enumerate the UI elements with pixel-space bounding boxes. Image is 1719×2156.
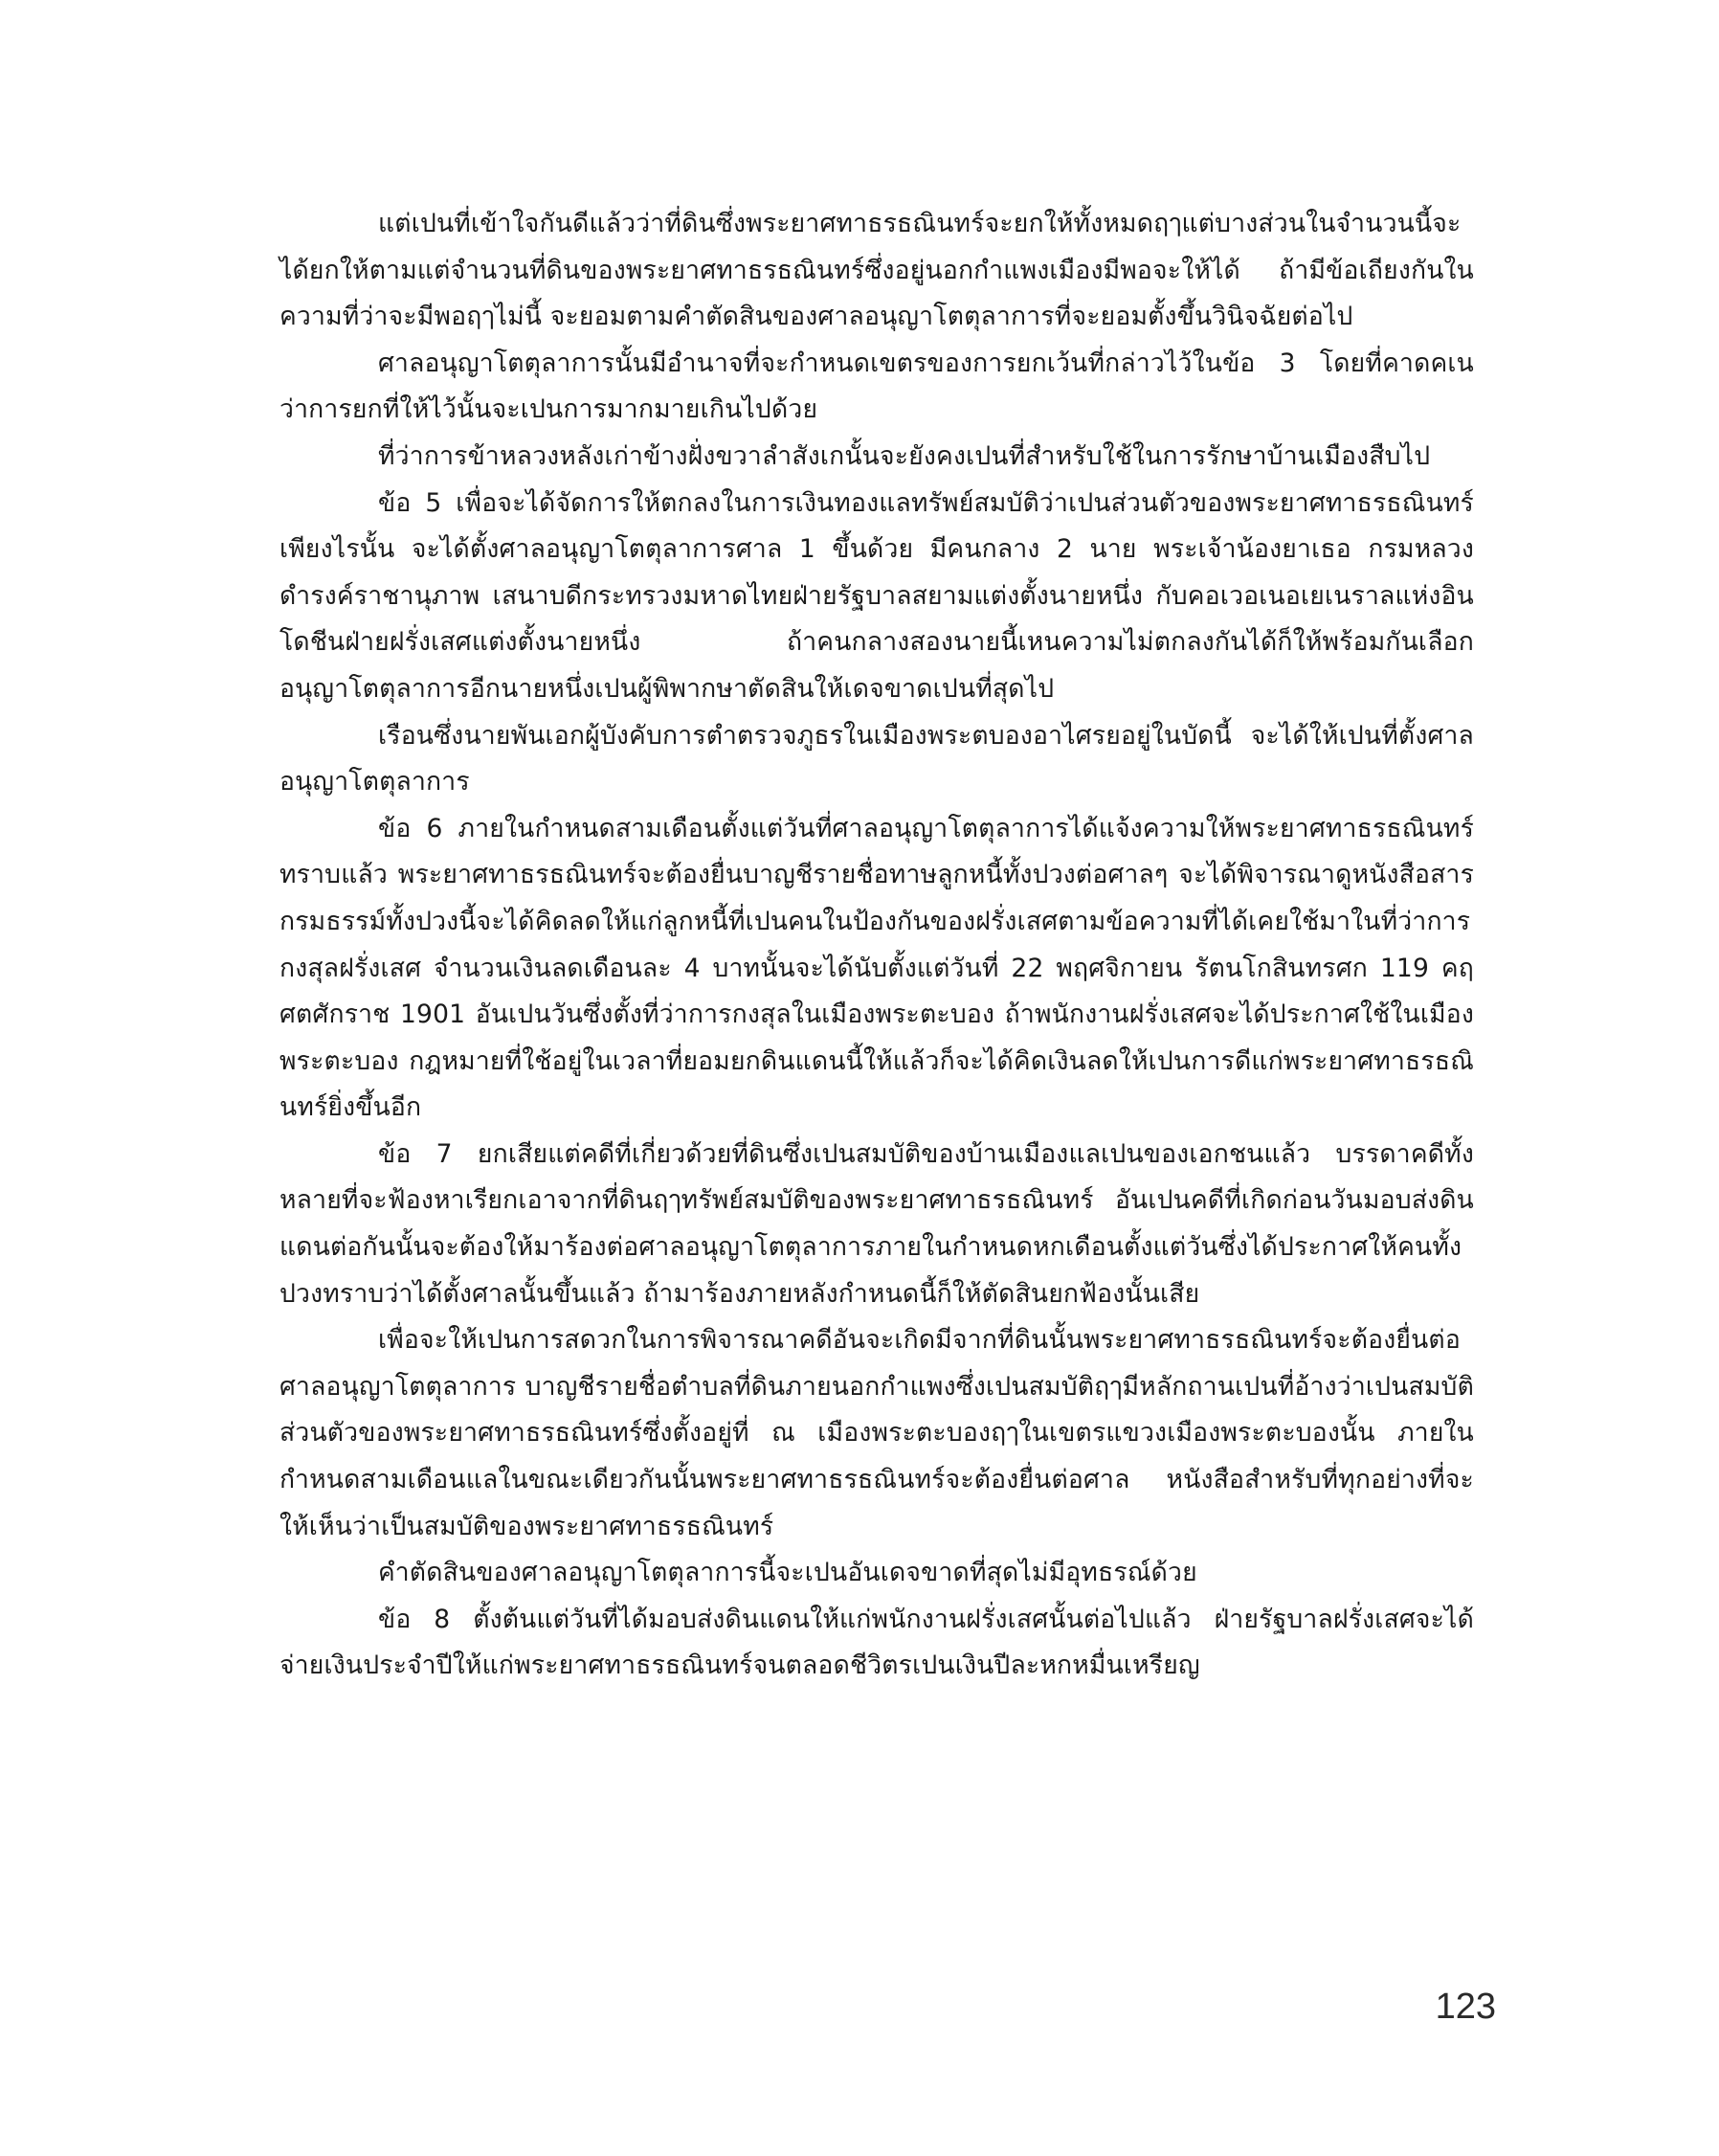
page-number: 123: [1435, 1987, 1496, 2027]
paragraph: เพื่อจะให้เปนการสดวกในการพิจารณาคดีอันจะเกิดมีจากที่ดินนั้นพระยาศทาธรธณินทร์จะต้องยื่นต่อศาลอนุญาโตตุลาการ บาญชีรายชื่อตำบลที่ดินภายนอกกำแพงซึ่งเปนสมบัติฤๅมีหลักถานเปนที่อ้างว่าเปนสมบัติส่วนตัวของพระยาศทาธรธณินทร์ซึ่งตั้งอยู่ที่ ณ เมืองพระตะบองฤๅในเขตรแขวงเมืองพระตะบองนั้น ภายในกำหนดสามเดือนแลในขณะเดียวกันนั้นพระยาศทาธรธณินทร์จะต้องยื่นต่อศาล หนังสือสำหรับที่ทุกอย่างที่จะให้เห็นว่าเป็นสมบัติของพระยาศทาธรธณินทร์: [279, 1325, 1474, 1541]
body-text: [279, 201, 1474, 1690]
paragraph: ข้อ 7 ยกเสียแต่คดีที่เกี่ยวด้วยที่ดินซึ่งเปนสมบัติของบ้านเมืองแลเปนของเอกชนแล้ว บรรดาคดีทั้งหลายที่จะฟ้องหาเรียกเอาจากที่ดินฤๅทรัพย์สมบัติของพระยาศทาธรธณินทร์ อันเปนคดีที่เกิดก่อนวันมอบส่งดินแดนต่อกันนั้นจะต้องให้มาร้องต่อศาลอนุญาโตตุลาการภายในกำหนดหกเดือนตั้งแต่วันซึ่งได้ประกาศให้คนทั้งปวงทราบว่าได้ตั้งศาลนั้นขึ้นแล้ว ถ้ามาร้องภายหลังกำหนดนี้ก็ให้ตัดสินยกฟ้องนั้นเสีย: [279, 1138, 1474, 1309]
paragraph: เรือนซึ่งนายพันเอกผู้บังคับการตำตรวจภูธรในเมืองพระตบองอาไศรยอยู่ในบัดนี้ จะได้ให้เปนที่ตั้งศาลอนุญาโตตุลาการ: [279, 720, 1474, 797]
paragraph: คำตัดสินของศาลอนุญาโตตุลาการนี้จะเปนอันเดจขาดที่สุดไม่มีอุทธรณ์ด้วย: [378, 1558, 1197, 1588]
paragraph: แต่เปนที่เข้าใจกันดีแล้วว่าที่ดินซึ่งพระยาศทาธรธณินทร์จะยกให้ทั้งหมดฤๅแต่บางส่วนในจำนวนนี้จะได้ยกให้ตามแต่จำนวนที่ดินของพระยาศทาธรธณินทร์ซึ่งอยู่นอกกำแพงเมืองมีพอจะให้ได้ ถ้ามีข้อเถียงกันในความที่ว่าจะมีพอฤๅไม่นี้ จะยอมตามคำตัดสินของศาลอนุญาโตตุลาการที่จะยอมตั้งขึ้นวินิจฉัยต่อไป: [279, 209, 1474, 332]
paragraph: ศาลอนุญาโตตุลาการนั้นมีอำนาจที่จะกำหนดเขตรของการยกเว้นที่กล่าวไว้ในข้อ 3 โดยที่คาดคเนว่าการยกที่ให้ไว้นั้นจะเปนการมากมายเกินไปด้วย: [279, 348, 1474, 425]
paragraph: ข้อ 8 ตั้งต้นแต่วันที่ได้มอบส่งดินแดนให้แก่พนักงานฝรั่งเสศนั้นต่อไปแล้ว ฝ่ายรัฐบาลฝรั่งเสศจะได้จ่ายเงินประจำปีให้แก่พระยาศทาธรธณินทร์จนตลอดชีวิตรเปนเงินปีละหกหมื่นเหรียญ: [279, 1604, 1474, 1681]
paragraph: ข้อ 6 ภายในกำหนดสามเดือนตั้งแต่วันที่ศาลอนุญาโตตุลาการได้แจ้งความให้พระยาศทาธรธณินทร์ทราบแล้ว พระยาศทาธรธณินทร์จะต้องยื่นบาญชีรายชื่อทาษลูกหนี้ทั้งปวงต่อศาลๆ จะได้พิจารณาดูหนังสือสารกรมธรรม์ทั้งปวงนี้จะได้คิดลดให้แก่ลูกหนี้ที่เปนคนในป้องกันของฝรั่งเสศตามข้อความที่ได้เคยใช้มาในที่ว่าการกงสุลฝรั่งเสศ จำนวนเงินลดเดือนละ 4 บาทนั้นจะได้นับตั้งแต่วันที่ 22 พฤศจิกายน รัตนโกสินทรศก 119 คฤศตศักราช 1901 อันเปนวันซึ่งตั้งที่ว่าการกงสุลในเมืองพระตะบอง ถ้าพนักงานฝรั่งเสศจะได้ประกาศใช้ในเมืองพระตะบอง กฎหมายที่ใช้อยู่ในเวลาที่ยอมยกดินแดนนี้ให้แล้วก็จะได้คิดเงินลดให้เปนการดีแก่พระยาศทาธรธณินทร์ยิ่งขึ้นอีก: [279, 813, 1474, 1123]
paragraph: ข้อ 5 เพื่อจะได้จัดการให้ตกลงในการเงินทองแลทรัพย์สมบัติว่าเปนส่วนตัวของพระยาศทาธรธณินทร์เพียงไรนั้น จะได้ตั้งศาลอนุญาโตตุลาการศาล 1 ขึ้นด้วย มีคนกลาง 2 นาย พระเจ้าน้องยาเธอ กรมหลวงดำรงค์ราชานุภาพ เสนาบดีกระทรวงมหาดไทยฝ่ายรัฐบาลสยามแต่งตั้งนายหนึ่ง กับคอเวอเนอเยเนราลแห่งอินโดชีนฝ่ายฝรั่งเสศแต่งตั้งนายหนึ่ง ถ้าคนกลางสองนายนี้เหนความไม่ตกลงกันได้ก็ให้พร้อมกันเลือกอนุญาโตตุลาการอีกนายหนึ่งเปนผู้พิพากษาตัดสินให้เดจขาดเปนที่สุดไป: [279, 487, 1474, 704]
paragraph: ที่ว่าการข้าหลวงหลังเก่าข้างฝั่งขวาลำสังเกนั้นจะยังคงเปนที่สำหรับใช้ในการรักษาบ้านเมืองสืบไป: [378, 440, 1431, 471]
